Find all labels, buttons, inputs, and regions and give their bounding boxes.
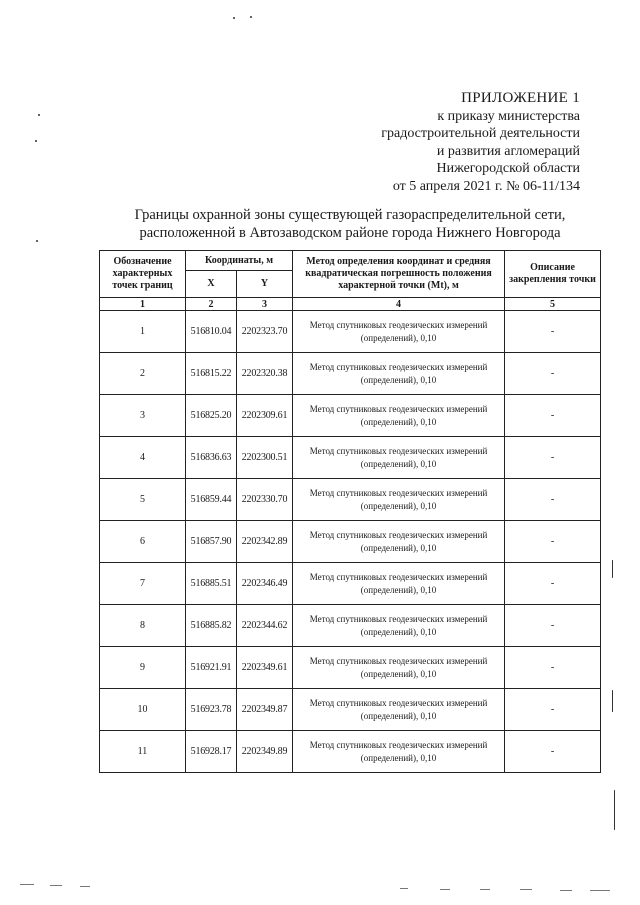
- header-y: Y: [237, 271, 293, 298]
- y-cell: 2202309.61: [237, 395, 293, 437]
- point-cell: 4: [100, 437, 186, 479]
- column-number: 1: [100, 298, 186, 311]
- method-cell: Метод спутниковых геодезических измерений (определений), 0,10: [293, 311, 505, 353]
- scan-artifact: [50, 885, 62, 886]
- header-line: к приказу министерства: [437, 108, 580, 124]
- column-number: 4: [293, 298, 505, 311]
- column-number: 5: [505, 298, 601, 311]
- scan-artifact: [20, 884, 34, 885]
- table-row: [100, 689, 601, 731]
- point-cell: 2: [100, 353, 186, 395]
- method-cell: Метод спутниковых геодезических измерений (определений), 0,10: [293, 521, 505, 563]
- scan-speck: [614, 790, 615, 830]
- x-cell: 516928.17: [186, 731, 237, 773]
- y-cell: 2202300.51: [237, 437, 293, 479]
- description-cell: -: [505, 479, 601, 521]
- table-row: [100, 521, 601, 563]
- method-cell: Метод спутниковых геодезических измерений (определений), 0,10: [293, 395, 505, 437]
- scan-artifact: [520, 889, 532, 890]
- column-number: 3: [237, 298, 293, 311]
- table-row: [100, 311, 601, 353]
- scan-artifact: [80, 886, 90, 887]
- table-row: [100, 395, 601, 437]
- point-cell: 11: [100, 731, 186, 773]
- method-cell: Метод спутниковых геодезических измерений (определений), 0,10: [293, 647, 505, 689]
- table-row: [100, 647, 601, 689]
- description-cell: -: [505, 731, 601, 773]
- description-cell: -: [505, 605, 601, 647]
- table-row: [100, 731, 601, 773]
- x-cell: 516921.91: [186, 647, 237, 689]
- header-line: и развития агломераций: [436, 143, 580, 159]
- description-cell: -: [505, 353, 601, 395]
- point-cell: 8: [100, 605, 186, 647]
- table-row: [100, 605, 601, 647]
- header-method: Метод определения координат и средняя квадратическая погрешность положения характерной точки (Mt), м: [293, 251, 505, 298]
- header-line: от 5 апреля 2021 г. № 06-11/134: [392, 178, 580, 194]
- scan-speck: [35, 140, 37, 142]
- scan-artifact: [400, 888, 408, 889]
- description-cell: -: [505, 689, 601, 731]
- x-cell: 516825.20: [186, 395, 237, 437]
- table-row: [100, 563, 601, 605]
- y-cell: 2202349.87: [237, 689, 293, 731]
- scan-speck: [36, 240, 38, 242]
- x-cell: 516815.22: [186, 353, 237, 395]
- title-line: расположенной в Автозаводском районе города Нижнего Новгорода: [139, 225, 561, 241]
- table-row: [100, 437, 601, 479]
- x-cell: 516885.51: [186, 563, 237, 605]
- scan-artifact: [440, 889, 450, 890]
- appendix-label: ПРИЛОЖЕНИЕ 1: [461, 90, 580, 106]
- column-number: 2: [186, 298, 237, 311]
- x-cell: 516923.78: [186, 689, 237, 731]
- method-cell: Метод спутниковых геодезических измерений (определений), 0,10: [293, 605, 505, 647]
- y-cell: 2202346.49: [237, 563, 293, 605]
- header-x: X: [186, 271, 237, 298]
- point-cell: 7: [100, 563, 186, 605]
- point-cell: 6: [100, 521, 186, 563]
- y-cell: 2202342.89: [237, 521, 293, 563]
- table-row: [100, 479, 601, 521]
- header-line: градостроительной деятельности: [381, 126, 580, 141]
- method-cell: Метод спутниковых геодезических измерений (определений), 0,10: [293, 731, 505, 773]
- scan-speck: [612, 560, 613, 578]
- description-cell: -: [505, 563, 601, 605]
- y-cell: 2202323.70: [237, 311, 293, 353]
- table-row: [100, 353, 601, 395]
- point-cell: 1: [100, 311, 186, 353]
- description-cell: -: [505, 395, 601, 437]
- header-point: Обозначение характерных точек границ: [100, 251, 186, 298]
- appendix-header: [280, 90, 580, 195]
- y-cell: 2202344.62: [237, 605, 293, 647]
- x-cell: 516885.82: [186, 605, 237, 647]
- header-line: Нижегородской области: [436, 161, 580, 176]
- y-cell: 2202330.70: [237, 479, 293, 521]
- header-description: Описание закрепления точки: [505, 251, 601, 298]
- y-cell: 2202349.61: [237, 647, 293, 689]
- y-cell: 2202320.38: [237, 353, 293, 395]
- method-cell: Метод спутниковых геодезических измерений (определений), 0,10: [293, 437, 505, 479]
- description-cell: -: [505, 647, 601, 689]
- description-cell: -: [505, 311, 601, 353]
- method-cell: Метод спутниковых геодезических измерений (определений), 0,10: [293, 353, 505, 395]
- point-cell: 3: [100, 395, 186, 437]
- point-cell: 5: [100, 479, 186, 521]
- method-cell: Метод спутниковых геодезических измерений (определений), 0,10: [293, 563, 505, 605]
- scan-speck: [250, 16, 252, 18]
- method-cell: Метод спутниковых геодезических измерений (определений), 0,10: [293, 689, 505, 731]
- scan-speck: [38, 114, 40, 116]
- document-title: [100, 206, 600, 242]
- x-cell: 516857.90: [186, 521, 237, 563]
- point-cell: 9: [100, 647, 186, 689]
- y-cell: 2202349.89: [237, 731, 293, 773]
- title-line: Границы охранной зоны существующей газораспределительной сети,: [134, 207, 566, 223]
- description-cell: -: [505, 521, 601, 563]
- x-cell: 516836.63: [186, 437, 237, 479]
- header-coords: Координаты, м: [186, 251, 293, 271]
- scan-artifact: [590, 890, 610, 891]
- x-cell: 516859.44: [186, 479, 237, 521]
- scan-artifact: [560, 890, 572, 891]
- scan-speck: [233, 17, 235, 19]
- coordinates-table: [99, 250, 601, 773]
- x-cell: 516810.04: [186, 311, 237, 353]
- method-cell: Метод спутниковых геодезических измерений (определений), 0,10: [293, 479, 505, 521]
- scan-artifact: [480, 889, 490, 890]
- description-cell: -: [505, 437, 601, 479]
- point-cell: 10: [100, 689, 186, 731]
- scan-speck: [612, 690, 613, 712]
